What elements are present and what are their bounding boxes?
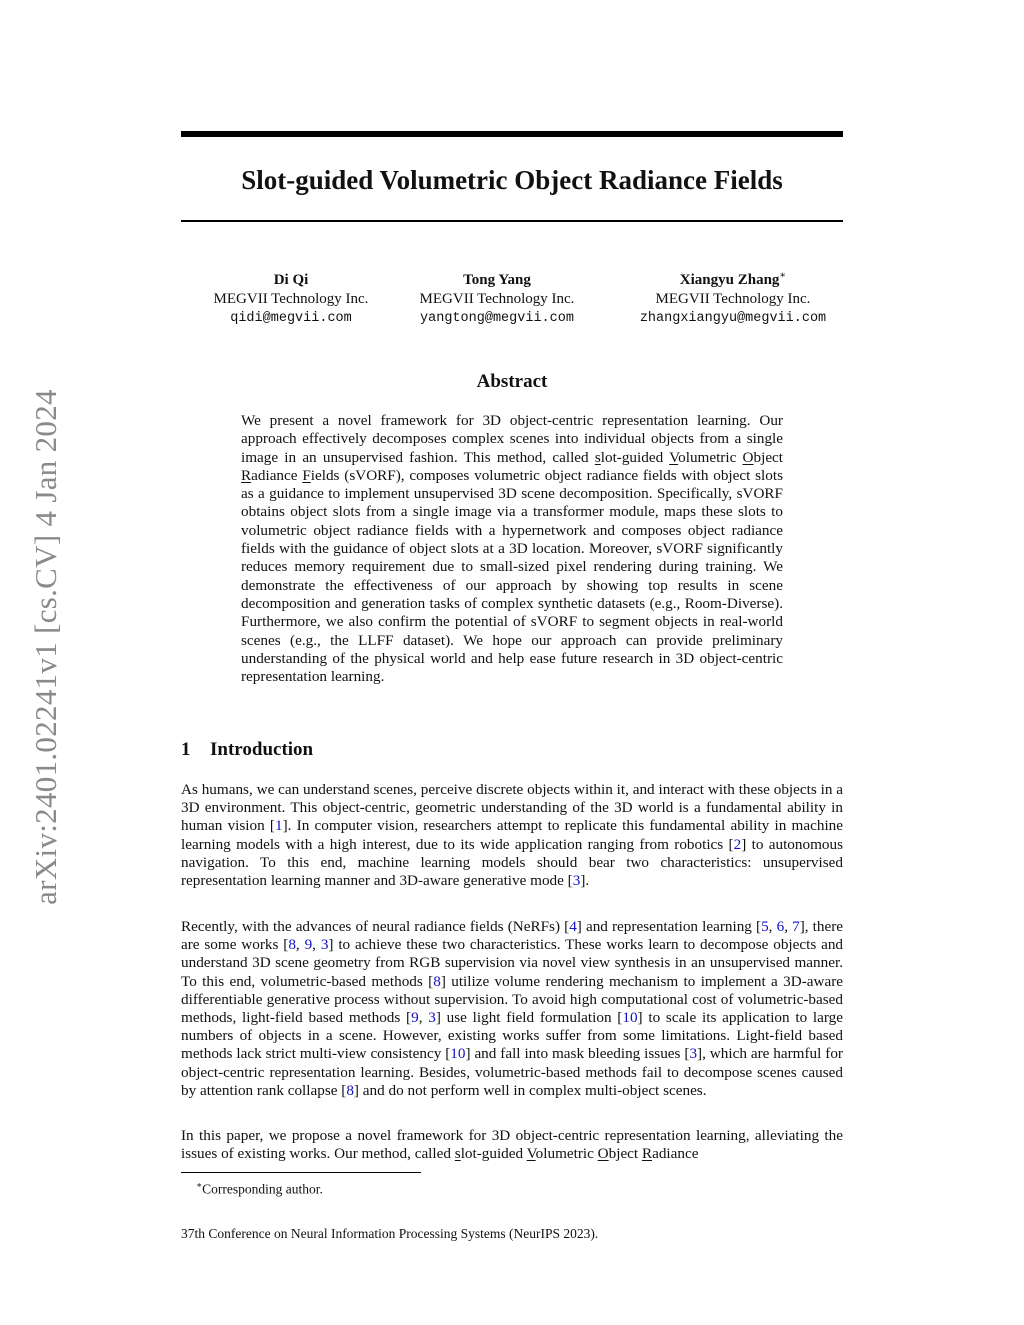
citation-link[interactable]: 3 [320,936,329,954]
intro-paragraph-1: As humans, we can understand scenes, perceive discrete objects within it, and interact with these objects in a 3D environment. This object-centric, geometric understanding of the 3D world is a fundamental ability in human vision [1]. In computer vision, researchers attempt to replicate this fundamental ability in machine learning models with a high interest, due to its wide application ranging from robotics [2] to autonomous navigation. To this end, machine learning models should bear two characteristics: unsupervised representation learning manner and 3D-aware generative mode [3]. [181,781,843,890]
citation-link[interactable]: 9 [411,1009,419,1027]
author-3 [613,266,853,328]
author-email: zhangxiangyu@megvii.com [639,311,827,326]
arxiv-stamp: arXiv:2401.02241v1 [cs.CV] 4 Jan 2024 [28,389,63,905]
title-top-rule [181,131,843,137]
author-name: Tong Yang [463,272,531,288]
citation-link[interactable]: 9 [304,936,313,954]
intro-paragraph-3: In this paper, we propose a novel framework for 3D object-centric representation learning, alleviating the issues of existing works. Our method, called slot-guided Volumetric Object Radiance [181,1127,843,1163]
citation-link[interactable]: 7 [792,918,800,935]
citation-link[interactable]: 5 [761,918,769,935]
author-affiliation: MEGVII Technology Inc. [213,291,369,307]
citation-link[interactable]: 8 [288,936,296,954]
citation-link[interactable]: 10 [622,1009,638,1027]
footnote-rule [181,1172,421,1173]
citation-link[interactable]: 8 [346,1081,354,1099]
citation-link[interactable]: 8 [433,972,441,990]
section-heading-introduction: 1 Introduction [181,739,314,760]
abstract-text: We present a novel framework for 3D object-centric representation learning. Our approach effectively decomposes complex scenes into individual objects from a single image in an unsupervised fashion. This method, called slot-guided Volumetric Object Radiance Fields (sVORF), composes volumetric object radiance fields with object slots as a guidance to implement unsupervised 3D scene decomposition. Specifically, sVORF obtains object slots from a single image via a transformer module, maps these slots to volumetric object radiance fields with a hypernetwork and composes object radiance fields with the guidance of object slots at a 3D location. Moreover, sVORF significantly reduces memory requirement due to small-sized pixel rendering during training. We demonstrate the effectiveness of our approach by showing top results in scene decomposition and generation tasks of complex synthetic datasets (e.g., Room-Diverse). Furthermore, we also confirm the potential of sVORF to segment objects in real-world scenes (e.g., the LLFF dataset). We hope our approach can provide preliminary understanding of the physical world and help ease future research in 3D object-centric representation learning. [241,412,784,686]
author-name: Xiangyu Zhang∗ [679,270,787,288]
citation-link[interactable]: 4 [569,918,577,935]
paper-title: Slot-guided Volumetric Object Radiance Fields [241,165,783,195]
citation-link[interactable]: 3 [428,1009,436,1027]
citation-link[interactable]: 10 [450,1045,466,1063]
abstract-heading: Abstract [476,371,548,392]
author-name: Di Qi [273,272,309,288]
citation-link[interactable]: 2 [733,835,742,853]
author-email: yangtong@megvii.com [420,311,574,326]
author-2 [397,266,597,328]
intro-paragraph-2: Recently, with the advances of neural radiance fields (NeRFs) [4] and representation learning [5, 6, 7], there are some works [8, 9, 3] to achieve these two characteristics. These works learn to decompose objects and understand 3D scene geometry from RGB supervision via novel view synthesis in an unsupervised manner. To this end, volumetric-based methods [8] utilize volume rendering mechanism to implement a 3D-aware differentiable generative process without supervision. To avoid high computational cost of volumetric-based methods, light-field based methods [9, 3] use light field formulation [10] to scale its application to large numbers of objects in a scene. However, existing works suffer from some limitations. Light-field based methods lack strict multi-view consistency [10] and fall into mask bleeding issues [3], which are harmful for object-centric representation learning. Besides, volumetric-based methods fail to decompose scenes caused by attention rank collapse [8] and do not perform well in complex multi-object scenes. [181,918,844,1099]
footnote: ∗Corresponding author. [196,1180,323,1197]
author-1 [181,266,401,328]
author-affiliation: MEGVII Technology Inc. [419,291,575,307]
citation-link[interactable]: 3 [572,872,581,890]
citation-link[interactable]: 6 [776,918,785,935]
citation-link[interactable]: 3 [689,1045,698,1063]
author-affiliation: MEGVII Technology Inc. [655,291,811,307]
venue-footer: 37th Conference on Neural Information Processing Systems (NeurIPS 2023). [181,1226,599,1241]
title-bottom-rule [181,220,843,222]
author-email: qidi@megvii.com [230,311,352,326]
citation-link[interactable]: 1 [275,817,283,835]
author-block [181,266,843,326]
